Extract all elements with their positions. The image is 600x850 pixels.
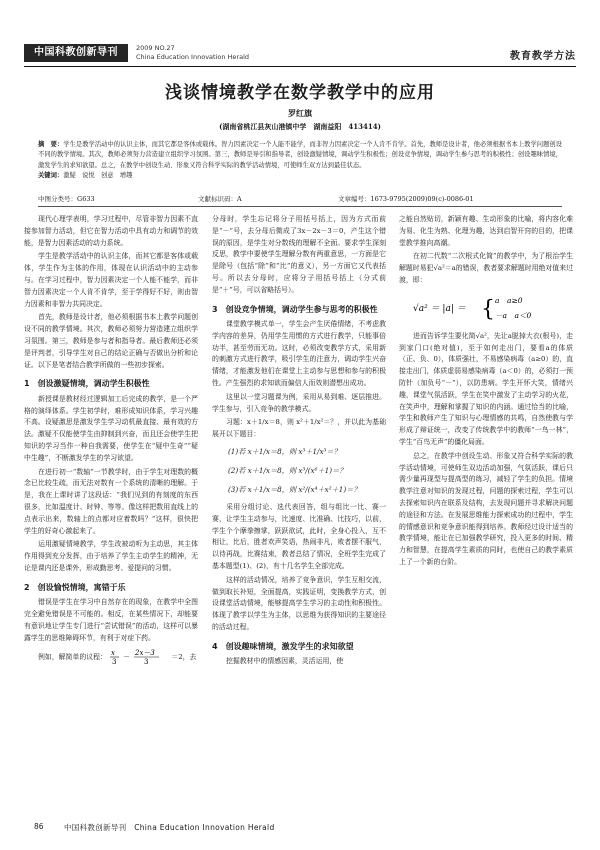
abstract <box>38 140 562 182</box>
paragraph: 学生是教学活动中的认识主体，而其它都是客体或载体，学生作为主体的作用，体现在认识活动中的主动参与。在学习过程中，智力因素决定一个人能不能学，而非智力因素决定一个人肯不肯学，至于学得好不好，则由智力因素和非智力共同决定。 <box>24 252 198 308</box>
section-heading-2: 2 创设愉悦情境，寓错于乐 <box>24 582 126 592</box>
keywords-label: 关键词： <box>38 172 64 180</box>
equation-3: (3)若 x＋1/x＝8，则 x²/(x⁴＋x²＋1)＝？ <box>228 485 361 495</box>
paragraph: 运用激疑情境教学，学生改被动听为主动思，其主体作用得到充分发挥，由于培养了学生主动学生的精神，无论是课内还是课外，形成勤思考、爱提问的习惯。 <box>24 540 198 573</box>
formula-case-1: a a≥0 <box>495 295 523 305</box>
svg-text:3: 3 <box>112 657 117 666</box>
paragraph: 首先，教师是设计者，他必须根据书本上教学问题创设不同的教学情境。其次，教师必须努力营造建立组织学习氛围。第三，教师是参与者和指导者。最后教师还必须是评判者，引导学生对自己的结论正确与否做出分析和论证。以下是笔者结合教学所做的一些初步探索。 <box>24 313 198 369</box>
header-rule <box>24 66 576 67</box>
equation-2: (2)若 x＋1/x＝8，则 x³/(x⁶＋1)＝？ <box>228 466 347 476</box>
page-number: 86 <box>34 822 44 831</box>
issue-number: 2009 NO.27 <box>136 44 175 52</box>
paragraph: 挖掘教材中的情感因素，灵活运用，使 <box>226 657 344 666</box>
document-code: 文献标识码：A <box>198 195 242 203</box>
column-name: 教育教学方法 <box>510 51 576 62</box>
paragraph: 进而告诉学生要化简√a²，先让a脱掉大衣(根号)，走到家门口(绝对值)，至于如何走出门，要看a的体质（正、负、0），体质强壮，不易感染病毒（a≥0）的，直接走出门，体质虚弱易感染病毒（a＜0）的，必须打一预防针（加负号“－”），以防患病。学生开怀大笑，情绪兴趣，课堂气氛活跃，学生在笑中激发了主动学习的火花，在笑声中，理解和掌握了知识的内涵。通过恰当的比喻，学生和教师产生了知识与心理情感的共鸣，自然使教与学形成了辩证统一，改变了传统教学中的教师“一鸟一林”，学生“百鸟无声”的僵化局面。 <box>399 331 573 446</box>
article-number: 文章编号：1673-9795(2009)09(c)-0086-01 <box>338 195 474 203</box>
author: 罗红旗 <box>288 108 312 118</box>
paragraph: 分母时，学生忘记将分子用括号括上，因为方式而前是“－”号，去分母后微成了3x－2x－3＝0，产生这个错误的原因，是学生对分数线的理解不全面。要求学生深刻反思，教学中要使学生理解分数有两重意思，一方面是它是除号（包括“除”和“比”的意义），另一方面它又代表括号。所以去分母时，应将分子用括号括上（分式前是“＋”号，可以省略括号）。 <box>212 215 386 294</box>
absolute-value-formula <box>407 291 557 325</box>
exercise-text: x＋1/x＝8，则 x²＋1/x²＝？，并以此为基础展开以下题目： <box>212 418 386 439</box>
equation-1: (1)若 x＋1/x＝8，则 x³＋1/x³＝？ <box>228 447 341 457</box>
example-intro: 例如，解简单的议程： <box>38 652 107 661</box>
equation-fraction <box>109 647 169 667</box>
column-right <box>399 214 573 571</box>
paragraph: 之能自然贴切，新颖有趣、生动形象的比喻，将内容化难为易、化生为熟、化理为趣，达到启智开窍的目的，把课堂教学推向高潮。 <box>399 215 573 247</box>
paragraph: 总之，在教学中创设生动、形象又符合科学实际的教学活动情境，可使师生双边活动加强，气氛活跃，课后只需少量再现型与提高型的练习，减轻了学生的负担。情境教学注意对知识的发现过程，问题的探索过程，学生可以去探索知识内在联系及结构，去发现问题并寻求解决问题的途径和方法。在发展思维能力探索成功的过程中，学生的情感意识和竞争意识能得到培养。教师经过设计适当的教学情境，能让在已加强教学研究，投入更多的时间、精力和智慧，在提高学生素质的同时，也使自己的教学素质上了一个新的台阶。 <box>399 451 573 566</box>
paragraph: 在初二代数“二次根式化简”的教学中，为了根治学生解题时易犯√a²＝a的错误，教者要求解题时用绝对值来过渡，即： <box>399 252 573 284</box>
paragraph: 这里以一堂习题课为例，采用从易到难、逐层推进。学生参与，引入竞争的教学模式。 <box>212 392 386 413</box>
journal-header <box>24 44 576 64</box>
journal-name: 中国科教创新导刊 <box>24 44 128 62</box>
paragraph: 新授课是教材经过逻辑加工后完成的教学，是一个严格的演绎体系。学生初学时，难形成知识体系，学习兴趣不高。设疑激思是激发学生学习动机最直接、最有效的方法。激疑不仅能使学生由抑制到兴奋，而且还会使学生把知识的学习当作一种自我需要，使学生在“疑中生奇”“疑中生趣”，不断激发学生的学习欲望。 <box>24 394 198 462</box>
section-heading-1: 1 创设激疑情境，调动学生积极性 <box>24 379 150 389</box>
paragraph: 错误是学生在学习中自然存在的现象，在教学中全图完全避免错误是不可能的。相反，在某些情况下，却能要有意识地让学生专门进行“尝试错误”的活动，这样可以暴露学生的思维障碍环节，有利于对症下药。 <box>24 598 198 642</box>
issue-info <box>136 44 249 62</box>
example-tail: ＝2，去 <box>171 652 197 661</box>
section-heading-4: 4 创设趣味情境，激发学生的求知欲望 <box>212 641 354 651</box>
svg-text:x: x <box>111 648 116 657</box>
article-title: 浅谈情境教学在数学教学中的应用 <box>165 83 435 103</box>
abstract-text: 学生是教学活动中的认识主体，而其它都是客体或载体。智力因素决定一个人能不能学，而非智力因素决定一个人肯不肯学。首先，教师是设计者，他必须根据书本上教学问题创设不同的教学情境。其次，教师必须努力营造建立组织学习氛围。第三，教师是导引和指导者，创设激疑情境，调动学生积极性；创设竞争情境，调动学生参与思考的积极性；创设趣味情境，激发学生的求知欲望。总之，在教学中创设生动、形象又符合科学实际的教学活动情境，可使师生双方达到最佳状态。 <box>38 141 563 169</box>
exercise-label: 习题： <box>226 418 247 427</box>
paragraph: 这样的活动情况，培养了竞争意识，学生互相交流，做到取长补短，全面提高，实践证明，变换教学方式，创设课堂活动情境，能够提高学生学习的主动性和积极性。体现了教学以学生为主体，以思维为获得知识的主要途径的活动过程。 <box>212 575 386 632</box>
formula-lhs: √a² ＝ |a| ＝ <box>413 303 466 314</box>
journal-english-name: China Education Innovation Herald <box>136 53 250 61</box>
column-middle <box>212 214 386 670</box>
footer-journal: 中国科教创新导刊 China Education Innovation Herald <box>64 823 275 832</box>
svg-text:{: { <box>481 296 495 322</box>
exercise-question <box>212 417 386 441</box>
keywords-text: 激疑 说悦 创意 增趣 <box>63 172 133 180</box>
paragraph <box>24 647 198 667</box>
svg-text:2x－3: 2x－3 <box>135 648 155 657</box>
clc-number: 中图分类号：G633 <box>38 195 95 203</box>
column-left <box>24 214 198 669</box>
svg-text:－: － <box>123 652 131 661</box>
abstract-label: 摘 要： <box>38 141 64 148</box>
section-heading-3: 3 创设竞争情境，调动学生参与思考的积极性 <box>212 304 378 314</box>
paragraph: 采用分组讨论、选代表回答，组与组比一比、赛一赛，让学生主动参与，比速度、比准确、比技巧，以前，学生个个摩拳擦掌，跃跃欲试，此时，全身心投入，互不相让，比后，胜者欢声笑语，热闹非凡，败者摆不服气，以待再战，比赛结束，教者总结了情况，全班学生完成了基本题型(1)、(2)，有十几名学生全部完成。 <box>212 503 386 571</box>
paragraph: 在进行初一“数轴”一节教学时，由于学生对理数的概念已比较生疏，而无法对数有一个系统的清晰的理解。于是，我在上课时讲了这段话：“我们见到的有刻度的东西很多，比如温度计、时钟、等等。像这样把数用直线上的点表示出来，数轴上的点都对应着数吗？”这样，很快把学生的好奇心激起来了。 <box>24 467 198 535</box>
formula-case-2: －a a＜0 <box>495 310 532 320</box>
affiliation: (湖南省桃江县灰山港镇中学 湖南益阳 413414) <box>219 122 381 131</box>
paragraph: 课堂教学模式单一，学生会产生厌倦情绪，不考虑教学内容的差异，仍用学生用惯的方式进行教学，只能事倍功半，甚至劳而无功。这时，必须改变教学方式，采用新的刺激方式进行教学，吸引学生的注意力，调动学生兴奋情绪，才能激发他们在课堂上主动参与思想和参与的积极性。产生强烈的求知欲而偏信人而效则潜想出成功。 <box>212 320 386 388</box>
paragraph: 现代心理学表明，学习过程中，尽管非智力因素不直接参加智力活动，但它在智力活动中具有动力和调节的效能，是智力因素活动的动力系统。 <box>24 215 198 247</box>
page-footer <box>24 822 576 834</box>
svg-text:3: 3 <box>144 657 149 666</box>
abstract-rule <box>38 206 562 207</box>
